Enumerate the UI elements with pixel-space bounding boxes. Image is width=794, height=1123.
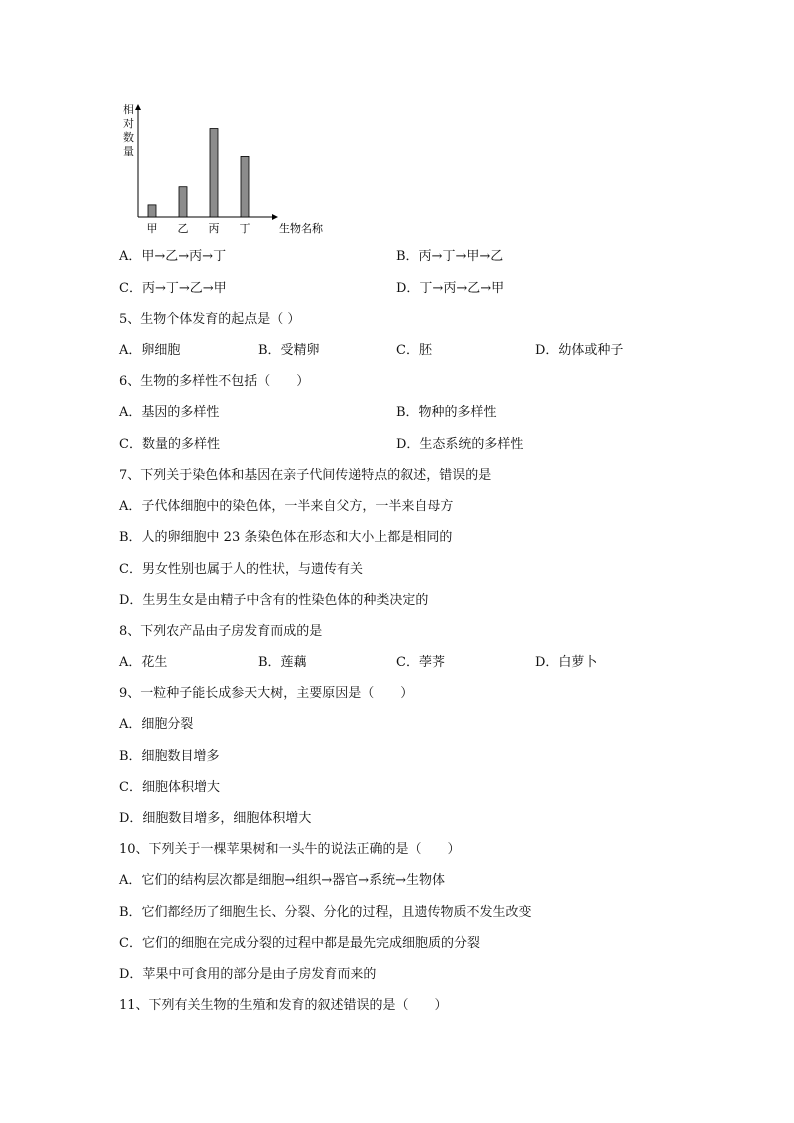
x-axis-arrow [272, 214, 278, 220]
x-tick-label: 丁 [239, 222, 251, 235]
q7-option-a[interactable]: A．子代体细胞中的染色体，一半来自父方，一半来自母方 [119, 499, 454, 514]
q8-stem: 8、下列农产品由子房发育而成的是 [119, 624, 323, 639]
q10-stem: 10、下列关于一棵苹果树和一头牛的说法正确的是（ ） [119, 842, 461, 857]
q10-option-c[interactable]: C．它们的细胞在完成分裂的过程中都是最先完成细胞质的分裂 [119, 936, 480, 951]
y-axis-arrow [135, 104, 141, 110]
q9-stem: 9、一粒种子能长成参天大树，主要原因是（ ） [119, 686, 414, 701]
q4-option-c[interactable]: C．丙→丁→乙→甲 [119, 281, 227, 296]
q5-option-c[interactable]: C．胚 [396, 343, 432, 358]
q6-option-a[interactable]: A．基因的多样性 [119, 405, 220, 420]
q6-option-b[interactable]: B．物种的多样性 [396, 405, 497, 420]
q6-option-d[interactable]: D．生态系统的多样性 [396, 437, 524, 452]
bar-0 [148, 205, 156, 217]
x-tick-label: 甲 [146, 222, 158, 235]
q9-option-b[interactable]: B．细胞数目增多 [119, 749, 220, 764]
q7-option-b[interactable]: B．人的卵细胞中 23 条染色体在形态和大小上都是相同的 [119, 530, 453, 545]
bar-3 [241, 156, 249, 217]
q5-option-a[interactable]: A．卵细胞 [119, 343, 181, 358]
q8-option-a[interactable]: A．花生 [119, 655, 168, 670]
q4-row1 [119, 248, 226, 266]
q9-option-a[interactable]: A．细胞分裂 [119, 717, 194, 732]
q4-option-b[interactable]: B．丙→丁→甲→乙 [396, 249, 504, 264]
q7-option-d[interactable]: D．生男生女是由精子中含有的性染色体的种类决定的 [119, 593, 429, 608]
chart-x-label: 生物名称 [279, 222, 323, 235]
x-tick-label: 丙 [208, 222, 220, 235]
q4-option-a[interactable]: A．甲→乙→丙→丁 [119, 249, 227, 264]
q10-option-a[interactable]: A．它们的结构层次都是细胞→组织→器官→系统→生物体 [119, 873, 445, 888]
q5-option-d[interactable]: D．幼体或种子 [535, 343, 624, 358]
bar-1 [179, 187, 187, 217]
q8-option-d[interactable]: D．白萝卜 [535, 655, 598, 670]
q5-option-b[interactable]: B．受精卵 [258, 343, 320, 358]
q9-option-c[interactable]: C．细胞体积增大 [119, 780, 220, 795]
bar-2 [210, 129, 218, 217]
q6-option-c[interactable]: C．数量的多样性 [119, 437, 220, 452]
q4-option-d[interactable]: D．丁→丙→乙→甲 [396, 281, 505, 296]
q6-stem: 6、生物的多样性不包括（ ） [119, 374, 310, 389]
q5-stem: 5、生物个体发育的起点是（ ） [119, 312, 301, 327]
q10-option-d[interactable]: D．苹果中可食用的部分是由子房发育而来的 [119, 967, 377, 982]
q8-option-c[interactable]: C．荸荠 [396, 655, 445, 670]
q9-option-d[interactable]: D．细胞数目增多，细胞体积增大 [119, 811, 312, 826]
q8-option-b[interactable]: B．莲藕 [258, 655, 307, 670]
bar-chart [118, 100, 328, 240]
q7-option-c[interactable]: C．男女性别也属于人的性状，与遗传有关 [119, 562, 363, 577]
chart-y-label: 相对数量 [123, 103, 134, 158]
q10-option-b[interactable]: B．它们都经历了细胞生长、分裂、分化的过程，且遗传物质不发生改变 [119, 905, 532, 920]
x-tick-label: 乙 [177, 222, 189, 235]
q11-stem: 11、下列有关生物的生殖和发育的叙述错误的是（ ） [119, 998, 448, 1013]
q7-stem: 7、下列关于染色体和基因在亲子代间传递特点的叙述，错误的是 [119, 468, 492, 483]
